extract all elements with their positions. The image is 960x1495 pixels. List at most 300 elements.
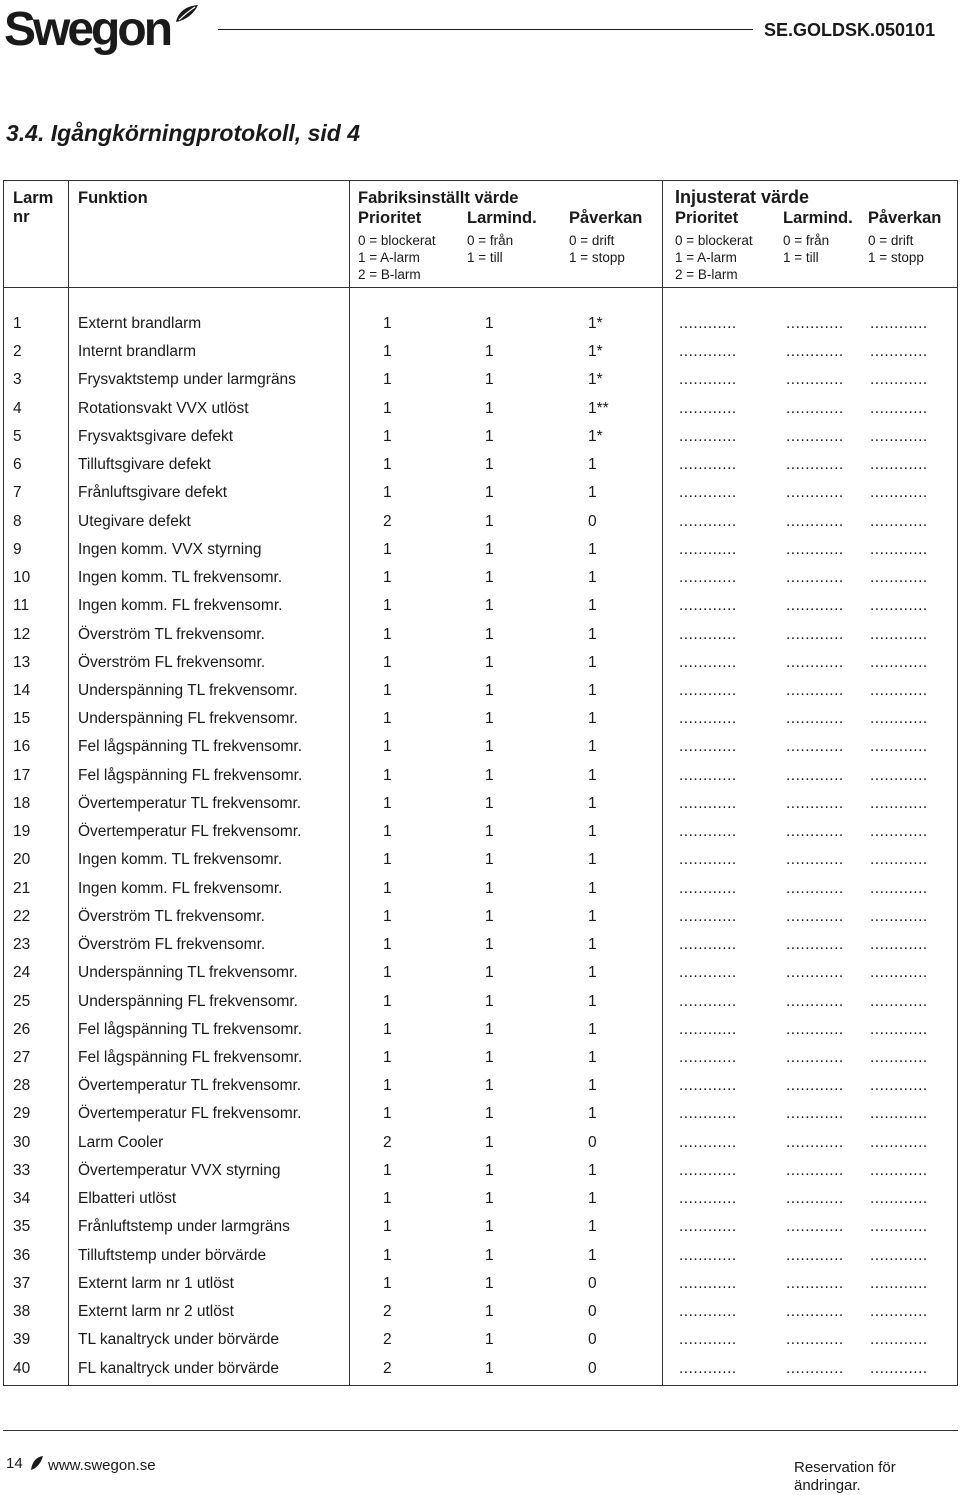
factory-col-larmind: Larmind.: [467, 209, 537, 227]
factory-paverkan: 1*: [588, 427, 603, 445]
adjusted-paverkan-blank[interactable]: ............: [870, 1077, 928, 1095]
factory-prioritet: 1: [383, 1190, 392, 1208]
table-row: [4, 733, 957, 761]
alarm-number: 35: [13, 1218, 31, 1236]
logo-wordmark: Swegon: [4, 3, 171, 56]
adjusted-paverkan-blank[interactable]: ............: [870, 1048, 928, 1066]
alarm-number: 36: [13, 1246, 31, 1264]
function-name: Utegivare defekt: [78, 512, 191, 530]
factory-paverkan: 1: [588, 1105, 597, 1123]
factory-paverkan: 1*: [588, 343, 603, 361]
factory-paverkan: 1: [588, 992, 597, 1010]
adjusted-prioritet-blank[interactable]: ............: [679, 597, 737, 615]
adjusted-prioritet-blank[interactable]: ............: [679, 907, 737, 925]
alarm-number: 11: [13, 597, 30, 615]
factory-prioritet: 1: [383, 653, 392, 671]
adjusted-larmind-blank[interactable]: ............: [786, 315, 844, 332]
adjusted-prioritet-blank[interactable]: ............: [679, 456, 737, 474]
adjusted-paverkan-blank[interactable]: ............: [870, 766, 928, 784]
function-name: Ingen komm. FL frekvensomr.: [78, 597, 283, 615]
adjusted-larmind-blank[interactable]: ............: [786, 1048, 844, 1066]
factory-paverkan: 1: [588, 1190, 597, 1208]
table-row: [4, 1213, 957, 1241]
factory-paverkan: 1: [588, 766, 597, 784]
table-row: [4, 366, 957, 394]
col-header-funktion: Funktion: [78, 189, 148, 207]
adjusted-larmind-blank[interactable]: ............: [786, 936, 844, 954]
adjusted-larmind-blank[interactable]: ............: [786, 1303, 844, 1321]
adjusted-prioritet-blank[interactable]: ............: [679, 484, 737, 502]
adjusted-prioritet-blank[interactable]: ............: [679, 1105, 737, 1123]
factory-paverkan: 0: [588, 512, 597, 530]
adjusted-larmind-blank[interactable]: ............: [786, 1218, 844, 1236]
factory-prioritet: 1: [383, 1105, 392, 1123]
adjusted-prioritet-blank[interactable]: ............: [679, 1246, 737, 1264]
function-name: FL kanaltryck under börvärde: [78, 1359, 280, 1377]
factory-larmind: 1: [485, 907, 494, 925]
adjusted-larmind-blank[interactable]: ............: [786, 1359, 844, 1377]
alarm-number: 30: [13, 1133, 31, 1151]
function-name: Ingen komm. TL frekvensomr.: [78, 851, 283, 869]
adjusted-paverkan-blank[interactable]: ............: [870, 1274, 928, 1292]
table-row: [4, 1298, 957, 1326]
alarm-number: 33: [13, 1161, 31, 1179]
adjusted-paverkan-blank[interactable]: ............: [870, 794, 928, 812]
adjusted-larmind-blank[interactable]: ............: [786, 1077, 844, 1095]
adjusted-larmind-blank[interactable]: ............: [786, 1274, 844, 1292]
alarm-number: 38: [13, 1303, 31, 1321]
adjusted-paverkan-blank[interactable]: ............: [870, 625, 928, 643]
factory-prioritet: 2: [383, 512, 392, 530]
factory-paverkan: 1: [588, 907, 597, 925]
function-name: TL kanaltryck under börvärde: [78, 1331, 280, 1349]
function-name: Övertemperatur TL frekvensomr.: [78, 794, 302, 812]
adjusted-larmind-blank[interactable]: ............: [786, 1161, 844, 1179]
adjusted-prioritet-blank[interactable]: ............: [679, 540, 737, 558]
commissioning-table: [3, 180, 958, 1386]
table-row: [4, 451, 957, 479]
adjusted-paverkan-blank[interactable]: ............: [870, 907, 928, 925]
factory-prioritet: 1: [383, 1161, 392, 1179]
adjusted-prioritet-blank[interactable]: ............: [679, 371, 737, 389]
factory-paverkan: 1: [588, 1161, 597, 1179]
adjusted-larmind-blank[interactable]: ............: [786, 653, 844, 671]
factory-larmind: 1: [485, 343, 494, 361]
adjusted-larmind-blank[interactable]: ............: [786, 456, 844, 474]
adjusted-prioritet-blank[interactable]: ............: [679, 625, 737, 643]
factory-paverkan: 1: [588, 1246, 597, 1264]
alarm-number: 4: [13, 399, 22, 417]
factory-paverkan: 1: [588, 625, 597, 643]
adjusted-paverkan-blank[interactable]: ............: [870, 1218, 928, 1236]
function-name: Fel lågspänning FL frekvensomr.: [78, 1048, 303, 1066]
adjusted-prioritet-blank[interactable]: ............: [679, 964, 737, 982]
table-row: [4, 959, 957, 987]
adjusted-legend-prioritet: 0 = blockerat 1 = A-larm 2 = B-larm: [675, 233, 753, 282]
adjusted-larmind-blank[interactable]: ............: [786, 399, 844, 417]
adjusted-paverkan-blank[interactable]: ............: [870, 427, 928, 445]
adjusted-prioritet-blank[interactable]: ............: [679, 1077, 737, 1095]
adjusted-prioritet-blank[interactable]: ............: [679, 681, 737, 699]
factory-larmind: 1: [485, 1190, 494, 1208]
factory-prioritet: 1: [383, 879, 392, 897]
factory-paverkan: 1: [588, 569, 597, 587]
table-row: [4, 1072, 957, 1100]
adjusted-paverkan-blank[interactable]: ............: [870, 851, 928, 869]
adjusted-prioritet-blank[interactable]: ............: [679, 823, 737, 841]
adjusted-larmind-blank[interactable]: ............: [786, 710, 844, 728]
alarm-number: 12: [13, 625, 31, 643]
factory-prioritet: 1: [383, 343, 392, 361]
table-row: [4, 818, 957, 846]
factory-legend-paverkan: 0 = drift 1 = stopp: [569, 233, 625, 265]
function-name: Tilluftsgivare defekt: [78, 456, 211, 474]
adjusted-paverkan-blank[interactable]: ............: [870, 653, 928, 671]
page-number: 14: [6, 1455, 23, 1472]
factory-paverkan: 0: [588, 1359, 597, 1377]
alarm-number: 26: [13, 1020, 31, 1038]
function-name: Övertemperatur VVX styrning: [78, 1161, 281, 1179]
factory-prioritet: 1: [383, 597, 392, 615]
function-name: Frånluftsgivare defekt: [78, 484, 228, 502]
function-name: Externt larm nr 1 utlöst: [78, 1274, 234, 1292]
factory-paverkan: 1: [588, 1077, 597, 1095]
factory-prioritet: 1: [383, 1020, 392, 1038]
adjusted-col-larmind: Larmind.: [783, 209, 853, 227]
table-row: [4, 1326, 957, 1354]
factory-prioritet: 2: [383, 1359, 392, 1377]
table-row: [4, 875, 957, 903]
adjusted-larmind-blank[interactable]: ............: [786, 512, 844, 530]
adjusted-prioritet-blank[interactable]: ............: [679, 1303, 737, 1321]
factory-larmind: 1: [485, 738, 494, 756]
table-row: [4, 1355, 957, 1383]
factory-paverkan: 1: [588, 597, 597, 615]
function-name: Överström TL frekvensomr.: [78, 625, 265, 643]
factory-larmind: 1: [485, 681, 494, 699]
adjusted-prioritet-blank[interactable]: ............: [679, 1218, 737, 1236]
adjusted-paverkan-blank[interactable]: ............: [870, 992, 928, 1010]
alarm-number: 39: [13, 1331, 31, 1349]
factory-paverkan: 1: [588, 879, 597, 897]
alarm-number: 27: [13, 1048, 31, 1066]
factory-prioritet: 1: [383, 315, 392, 332]
factory-prioritet: 1: [383, 907, 392, 925]
alarm-number: 7: [13, 484, 22, 502]
factory-larmind: 1: [485, 597, 494, 615]
adjusted-paverkan-blank[interactable]: ............: [870, 710, 928, 728]
adjusted-larmind-blank[interactable]: ............: [786, 992, 844, 1010]
adjusted-paverkan-blank[interactable]: ............: [870, 1020, 928, 1038]
function-name: Ingen komm. TL frekvensomr.: [78, 569, 283, 587]
adjusted-larmind-blank[interactable]: ............: [786, 427, 844, 445]
adjusted-prioritet-blank[interactable]: ............: [679, 569, 737, 587]
table-row: [4, 790, 957, 818]
table-row: [4, 564, 957, 592]
factory-prioritet: 2: [383, 1303, 392, 1321]
adjusted-larmind-blank[interactable]: ............: [786, 1190, 844, 1208]
alarm-number: 6: [13, 456, 22, 474]
table-row: [4, 1129, 957, 1157]
table-row: [4, 1044, 957, 1072]
factory-larmind: 1: [485, 1274, 494, 1292]
adjusted-legend-paverkan: 0 = drift 1 = stopp: [868, 233, 924, 265]
function-name: Underspänning TL frekvensomr.: [78, 681, 298, 699]
function-name: Överström FL frekvensomr.: [78, 653, 266, 671]
factory-prioritet: 1: [383, 681, 392, 699]
table-row: [4, 310, 957, 338]
adjusted-larmind-blank[interactable]: ............: [786, 343, 844, 361]
adjusted-larmind-blank[interactable]: ............: [786, 540, 844, 558]
factory-paverkan: 0: [588, 1303, 597, 1321]
adjusted-prioritet-blank[interactable]: ............: [679, 1359, 737, 1377]
adjusted-larmind-blank[interactable]: ............: [786, 681, 844, 699]
alarm-number: 15: [13, 710, 31, 728]
adjusted-larmind-blank[interactable]: ............: [786, 1331, 844, 1349]
factory-prioritet: 1: [383, 710, 392, 728]
adjusted-larmind-blank[interactable]: ............: [786, 794, 844, 812]
adjusted-prioritet-blank[interactable]: ............: [679, 1274, 737, 1292]
function-name: Rotationsvakt VVX utlöst: [78, 399, 249, 417]
header-rule: [218, 29, 753, 30]
factory-larmind: 1: [485, 879, 494, 897]
adjusted-paverkan-blank[interactable]: ............: [870, 540, 928, 558]
factory-paverkan: 1: [588, 936, 597, 954]
factory-larmind: 1: [485, 851, 494, 869]
adjusted-prioritet-blank[interactable]: ............: [679, 343, 737, 361]
adjusted-paverkan-blank[interactable]: ............: [870, 1190, 928, 1208]
alarm-number: 8: [13, 512, 22, 530]
adjusted-larmind-blank[interactable]: ............: [786, 964, 844, 982]
adjusted-paverkan-blank[interactable]: ............: [870, 1133, 928, 1151]
table-row: [4, 508, 957, 536]
table-row: [4, 649, 957, 677]
factory-paverkan: 1: [588, 851, 597, 869]
adjusted-prioritet-blank[interactable]: ............: [679, 1331, 737, 1349]
adjusted-paverkan-blank[interactable]: ............: [870, 879, 928, 897]
factory-larmind: 1: [485, 766, 494, 784]
factory-larmind: 1: [485, 540, 494, 558]
document-code: SE.GOLDSK.050101: [764, 20, 936, 40]
adjusted-prioritet-blank[interactable]: ............: [679, 992, 737, 1010]
factory-paverkan: 1**: [588, 399, 609, 417]
factory-larmind: 1: [485, 456, 494, 474]
adjusted-prioritet-blank[interactable]: ............: [679, 315, 737, 332]
table-row: [4, 931, 957, 959]
table-row: [4, 762, 957, 790]
adjusted-paverkan-blank[interactable]: ............: [870, 681, 928, 699]
adjusted-larmind-blank[interactable]: ............: [786, 371, 844, 389]
factory-paverkan: 1: [588, 964, 597, 982]
website-link[interactable]: www.swegon.se: [48, 1457, 156, 1474]
function-name: Underspänning FL frekvensomr.: [78, 992, 298, 1010]
function-name: Övertemperatur FL frekvensomr.: [78, 1105, 302, 1123]
adjusted-paverkan-blank[interactable]: ............: [870, 1331, 928, 1349]
function-name: Överström FL frekvensomr.: [78, 936, 266, 954]
adjusted-paverkan-blank[interactable]: ............: [870, 1105, 928, 1123]
adjusted-larmind-blank[interactable]: ............: [786, 851, 844, 869]
adjusted-paverkan-blank[interactable]: ............: [870, 456, 928, 474]
adjusted-larmind-blank[interactable]: ............: [786, 484, 844, 502]
adjusted-larmind-blank[interactable]: ............: [786, 823, 844, 841]
table-row: [4, 903, 957, 931]
alarm-number: 28: [13, 1077, 31, 1095]
factory-prioritet: 1: [383, 851, 392, 869]
factory-paverkan: 0: [588, 1331, 597, 1349]
factory-prioritet: 1: [383, 823, 392, 841]
adjusted-paverkan-blank[interactable]: ............: [870, 964, 928, 982]
alarm-number: 23: [13, 936, 31, 954]
adjusted-paverkan-blank[interactable]: ............: [870, 1246, 928, 1264]
alarm-number: 13: [13, 653, 31, 671]
adjusted-paverkan-blank[interactable]: ............: [870, 569, 928, 587]
alarm-number: 40: [13, 1359, 31, 1377]
factory-larmind: 1: [485, 371, 494, 389]
adjusted-larmind-blank[interactable]: ............: [786, 766, 844, 784]
adjusted-paverkan-blank[interactable]: ............: [870, 1161, 928, 1179]
adjusted-larmind-blank[interactable]: ............: [786, 1246, 844, 1264]
table-row: [4, 395, 957, 423]
factory-paverkan: 1: [588, 681, 597, 699]
adjusted-prioritet-blank[interactable]: ............: [679, 1161, 737, 1179]
factory-prioritet: 1: [383, 1077, 392, 1095]
factory-prioritet: 1: [383, 625, 392, 643]
factory-larmind: 1: [485, 710, 494, 728]
adjusted-larmind-blank[interactable]: ............: [786, 597, 844, 615]
adjusted-prioritet-blank[interactable]: ............: [679, 738, 737, 756]
function-name: Frysvaktstemp under larmgräns: [78, 371, 296, 389]
alarm-number: 14: [13, 681, 31, 699]
adjusted-prioritet-blank[interactable]: ............: [679, 710, 737, 728]
adjusted-prioritet-blank[interactable]: ............: [679, 653, 737, 671]
adjusted-paverkan-blank[interactable]: ............: [870, 738, 928, 756]
table-row: [4, 423, 957, 451]
table-row: [4, 988, 957, 1016]
factory-legend-prioritet: 0 = blockerat 1 = A-larm 2 = B-larm: [358, 233, 436, 282]
alarm-number: 1: [13, 315, 22, 332]
function-name: Larm Cooler: [78, 1133, 164, 1151]
factory-larmind: 1: [485, 1218, 494, 1236]
adjusted-larmind-blank[interactable]: ............: [786, 879, 844, 897]
factory-prioritet: 1: [383, 794, 392, 812]
adjusted-prioritet-blank[interactable]: ............: [679, 512, 737, 530]
alarm-number: 22: [13, 907, 31, 925]
factory-larmind: 1: [485, 1161, 494, 1179]
adjusted-larmind-blank[interactable]: ............: [786, 1020, 844, 1038]
function-name: Fel lågspänning TL frekvensomr.: [78, 1020, 303, 1038]
factory-col-paverkan: Påverkan: [569, 209, 643, 227]
factory-paverkan: 1: [588, 1218, 597, 1236]
adjusted-larmind-blank[interactable]: ............: [786, 907, 844, 925]
factory-larmind: 1: [485, 512, 494, 530]
adjusted-paverkan-blank[interactable]: ............: [870, 484, 928, 502]
alarm-number: 21: [13, 879, 31, 897]
adjusted-prioritet-blank[interactable]: ............: [679, 1048, 737, 1066]
col-header-larm-nr: Larm nr: [13, 189, 54, 226]
factory-larmind: 1: [485, 1246, 494, 1264]
factory-prioritet: 1: [383, 1048, 392, 1066]
factory-prioritet: 2: [383, 1133, 392, 1151]
adjusted-prioritet-blank[interactable]: ............: [679, 427, 737, 445]
table-row: [4, 479, 957, 507]
function-name: Ingen komm. FL frekvensomr.: [78, 879, 283, 897]
factory-larmind: 1: [485, 569, 494, 587]
table-row: [4, 1270, 957, 1298]
factory-paverkan: 1: [588, 484, 597, 502]
adjusted-paverkan-blank[interactable]: ............: [870, 1359, 928, 1377]
adjusted-paverkan-blank[interactable]: ............: [870, 399, 928, 417]
adjusted-larmind-blank[interactable]: ............: [786, 569, 844, 587]
factory-larmind: 1: [485, 964, 494, 982]
alarm-number: 25: [13, 992, 31, 1010]
adjusted-paverkan-blank[interactable]: ............: [870, 1303, 928, 1321]
function-name: Frånluftstemp under larmgräns: [78, 1218, 290, 1236]
adjusted-prioritet-blank[interactable]: ............: [679, 879, 737, 897]
table-row: [4, 592, 957, 620]
adjusted-larmind-blank[interactable]: ............: [786, 625, 844, 643]
factory-paverkan: 1: [588, 540, 597, 558]
table-row: [4, 677, 957, 705]
adjusted-prioritet-blank[interactable]: ............: [679, 766, 737, 784]
factory-paverkan: 1: [588, 823, 597, 841]
factory-group-header: Fabriksinställt värde: [358, 189, 519, 207]
function-name: Elbatteri utlöst: [78, 1190, 177, 1208]
adjusted-paverkan-blank[interactable]: ............: [870, 512, 928, 530]
adjusted-prioritet-blank[interactable]: ............: [679, 1133, 737, 1151]
adjusted-prioritet-blank[interactable]: ............: [679, 794, 737, 812]
table-row: [4, 1016, 957, 1044]
adjusted-prioritet-blank[interactable]: ............: [679, 936, 737, 954]
factory-larmind: 1: [485, 1077, 494, 1095]
adjusted-larmind-blank[interactable]: ............: [786, 738, 844, 756]
alarm-number: 20: [13, 851, 31, 869]
adjusted-prioritet-blank[interactable]: ............: [679, 1020, 737, 1038]
adjusted-larmind-blank[interactable]: ............: [786, 1133, 844, 1151]
factory-larmind: 1: [485, 484, 494, 502]
adjusted-col-paverkan: Påverkan: [868, 209, 942, 227]
adjusted-paverkan-blank[interactable]: ............: [870, 371, 928, 389]
adjusted-paverkan-blank[interactable]: ............: [870, 597, 928, 615]
table-row: [4, 1100, 957, 1128]
adjusted-paverkan-blank[interactable]: ............: [870, 315, 928, 332]
function-name: Övertemperatur FL frekvensomr.: [78, 823, 302, 841]
leaf-icon: [174, 4, 200, 24]
adjusted-group-header: Injusterat värde: [675, 187, 810, 207]
adjusted-prioritet-blank[interactable]: ............: [679, 851, 737, 869]
adjusted-paverkan-blank[interactable]: ............: [870, 936, 928, 954]
function-name: Externt brandlarm: [78, 315, 202, 332]
adjusted-prioritet-blank[interactable]: ............: [679, 399, 737, 417]
factory-prioritet: 1: [383, 992, 392, 1010]
factory-larmind: 1: [485, 399, 494, 417]
table-row: [4, 846, 957, 874]
factory-prioritet: 1: [383, 540, 392, 558]
factory-larmind: 1: [485, 823, 494, 841]
table-row: [4, 705, 957, 733]
function-name: Fel lågspänning TL frekvensomr.: [78, 738, 303, 756]
adjusted-col-prioritet: Prioritet: [675, 209, 739, 227]
factory-prioritet: 1: [383, 484, 392, 502]
adjusted-prioritet-blank[interactable]: ............: [679, 1190, 737, 1208]
factory-paverkan: 1: [588, 456, 597, 474]
factory-larmind: 1: [485, 1020, 494, 1038]
adjusted-paverkan-blank[interactable]: ............: [870, 823, 928, 841]
adjusted-larmind-blank[interactable]: ............: [786, 1105, 844, 1123]
adjusted-paverkan-blank[interactable]: ............: [870, 343, 928, 361]
alarm-number: 37: [13, 1274, 31, 1292]
disclaimer: Reservation för ändringar.: [794, 1459, 896, 1494]
factory-prioritet: 1: [383, 456, 392, 474]
